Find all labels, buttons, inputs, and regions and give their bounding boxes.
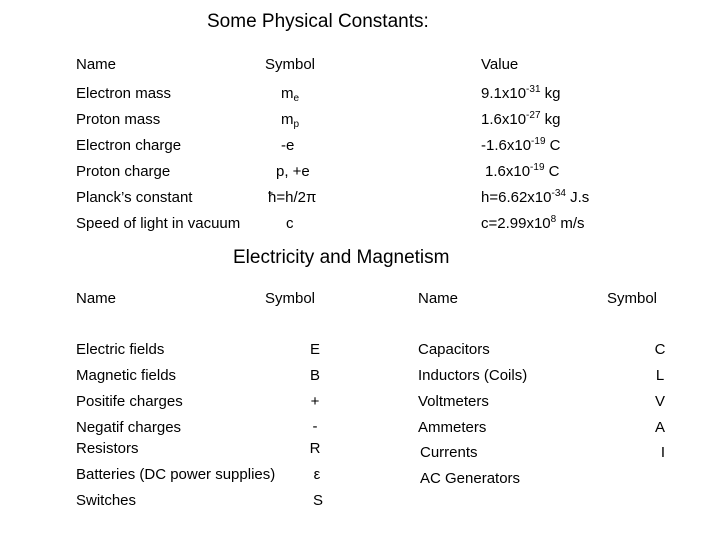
em-header-symbol: Symbol xyxy=(265,290,316,307)
em-item-symbol: S xyxy=(312,492,324,509)
em-item-name: Inductors (Coils) xyxy=(418,367,528,384)
constant-symbol: ħ=h/2π xyxy=(268,189,317,206)
constant-name: Proton mass xyxy=(76,111,161,128)
constant-symbol: p, +e xyxy=(276,163,310,180)
em-item-name: Electric fields xyxy=(76,341,165,358)
constant-name: Electron mass xyxy=(76,85,172,102)
em-item-name: Batteries (DC power supplies) xyxy=(76,466,276,483)
em-item-name: Currents xyxy=(420,444,478,461)
em-header-symbol-right: Symbol xyxy=(607,290,658,307)
constant-symbol: -e xyxy=(281,137,295,154)
constant-name: Electron charge xyxy=(76,137,182,154)
constant-value: $h=6.62x10^{-34}$ J.s xyxy=(481,188,590,206)
constant-name: Proton charge xyxy=(76,163,171,180)
em-item-symbol: V xyxy=(654,393,666,410)
em-item-symbol: A xyxy=(654,419,666,436)
em-item-symbol: ε xyxy=(313,466,321,483)
em-item-name: Negatif charges xyxy=(76,419,182,436)
constants-header-symbol: Symbol xyxy=(265,56,316,73)
constant-symbol: $m_e$ xyxy=(281,85,300,104)
em-item-name: AC Generators xyxy=(420,470,521,487)
constant-symbol: $m_p$ xyxy=(281,111,300,130)
constant-value: $c=2.99x10^8$ m/s xyxy=(481,214,585,232)
em-item-symbol: - xyxy=(312,418,318,435)
em-header-name-right: Name xyxy=(418,290,459,307)
em-item-name: Magnetic fields xyxy=(76,367,177,384)
em-item-symbol: B xyxy=(309,367,321,384)
em-item-name: Ammeters xyxy=(418,419,487,436)
section-title: Electricity and Magnetism xyxy=(233,247,450,268)
em-item-symbol: C xyxy=(654,341,666,358)
em-item-name: Switches xyxy=(76,492,137,509)
constant-name: Speed of light in vacuum xyxy=(76,215,241,232)
em-item-symbol: + xyxy=(310,393,320,410)
em-item-symbol: I xyxy=(660,444,666,461)
em-item-name: Resistors xyxy=(76,440,139,457)
constants-header-value: Value xyxy=(481,56,519,73)
constant-value: $1.6x10^{-27}$ kg xyxy=(481,110,561,128)
em-item-symbol: L xyxy=(655,367,665,384)
constant-value: $9.1x10^{-31}$ kg xyxy=(481,84,561,102)
page-title: Some Physical Constants: xyxy=(207,11,429,32)
em-item-name: Positife charges xyxy=(76,393,183,410)
constant-name: Planck’s constant xyxy=(76,189,193,206)
constant-value: $-1.6x10^{-19}$ C xyxy=(481,136,561,154)
em-header-name: Name xyxy=(76,290,117,307)
constants-header-name: Name xyxy=(76,56,117,73)
em-item-name: Voltmeters xyxy=(418,393,489,410)
em-item-symbol: R xyxy=(309,440,321,457)
em-item-symbol: E xyxy=(309,341,321,358)
em-item-name: Capacitors xyxy=(418,341,490,358)
constant-value: $1.6x10^{-19}$ C xyxy=(485,162,560,180)
constant-symbol: c xyxy=(286,215,294,232)
